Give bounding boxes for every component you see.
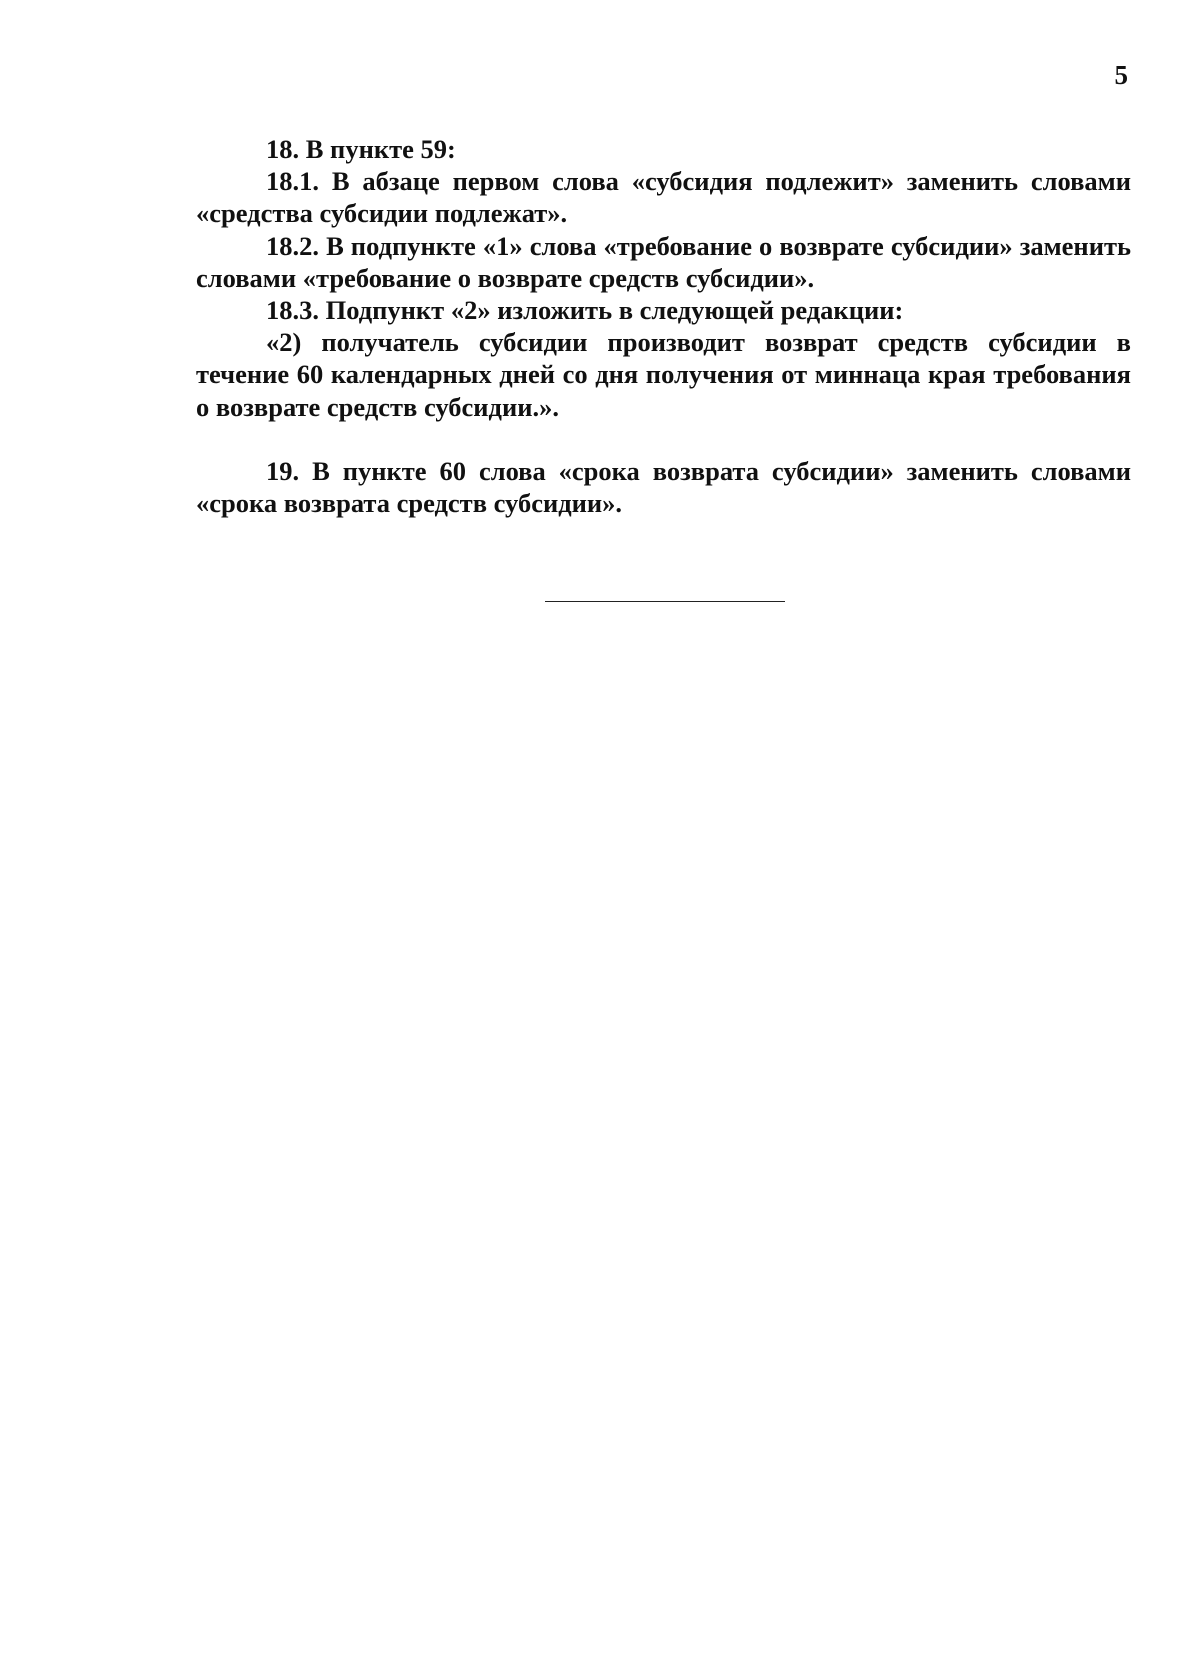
- paragraph-18-3: 18.3. Подпункт «2» изложить в следующей редакции:: [266, 295, 904, 326]
- paragraph-18-3-text: «2) получатель субсидии производит возврат средств субсидии в течение 60 календарных дней со дня получения от миннаца края требования о возврате средств субсидии.».: [196, 327, 1131, 422]
- document-body: [196, 133, 1131, 519]
- page-number: 5: [1114, 60, 1128, 90]
- end-divider-line: [545, 601, 785, 602]
- paragraph-18-1: 18.1. В абзаце первом слова «субсидия подлежит» заменить словами «средства субсидии подлежат».: [196, 166, 1131, 229]
- paragraph-18-2: 18.2. В подпункте «1» слова «требование о возврате субсидии» заменить словами «требование о возврате средств субсидии».: [196, 230, 1131, 293]
- paragraph-18: 18. В пункте 59:: [266, 134, 456, 164]
- paragraph-19: 19. В пункте 60 слова «срока возврата субсидии» заменить словами «срока возврата средств субсидии».: [196, 455, 1131, 519]
